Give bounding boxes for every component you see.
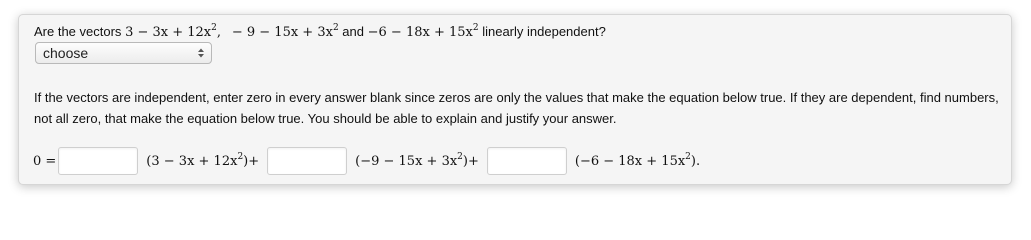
vector-1-body: 3 − 3x + 12x	[125, 25, 212, 40]
term-3-exponent: 2	[685, 151, 691, 162]
problem-panel	[18, 14, 1012, 185]
vector-2-exponent: 2	[332, 23, 339, 33]
coefficient-2-input[interactable]	[267, 147, 347, 175]
vector-3-exponent: 2	[472, 23, 479, 33]
vector-1-exponent: 2	[211, 23, 217, 33]
term-3-body: (−6 − 18x + 15x	[574, 153, 686, 169]
instructions-text: If the vectors are independent, enter zero in every answer blank since zeros are only the values that make the equation below true. If they are dependent, find numbers, not all zero, that make the equation below true. You should be able to explain and justify your answer.	[34, 90, 999, 126]
question-text	[34, 23, 606, 42]
equation-term-2	[355, 151, 479, 169]
vector-3	[368, 25, 479, 40]
coefficient-3-input[interactable]	[487, 147, 567, 175]
term-1-exponent: 2	[237, 151, 244, 162]
vector-2	[232, 25, 339, 40]
coefficient-1-input[interactable]	[58, 147, 138, 175]
question-prefix: Are the vectors	[34, 24, 122, 39]
vector-1	[125, 25, 221, 40]
term-2-close: )+	[462, 153, 479, 169]
vector-1-comma: ,	[216, 25, 221, 40]
vector-3-body: −6 − 18x + 15x	[367, 25, 473, 40]
independence-dropdown[interactable]	[35, 42, 212, 64]
linear-combination-equation	[33, 146, 700, 176]
term-2-exponent: 2	[457, 151, 463, 162]
question-suffix: linearly independent?	[482, 24, 606, 39]
term-3-close: ).	[690, 153, 701, 169]
vector-2-body: − 9 − 15x + 3x	[231, 25, 333, 40]
term-1-body: (3 − 3x + 12x	[146, 153, 238, 169]
question-and: and	[342, 24, 364, 39]
equation-term-1	[146, 151, 260, 169]
chevron-updown-icon	[197, 47, 205, 59]
dropdown-selected-value: choose	[43, 45, 89, 61]
term-2-body: (−9 − 15x + 3x	[355, 153, 458, 169]
term-1-close: )+	[243, 153, 260, 169]
equation-term-3	[574, 151, 701, 169]
equation-lhs: 0 =	[33, 153, 57, 169]
